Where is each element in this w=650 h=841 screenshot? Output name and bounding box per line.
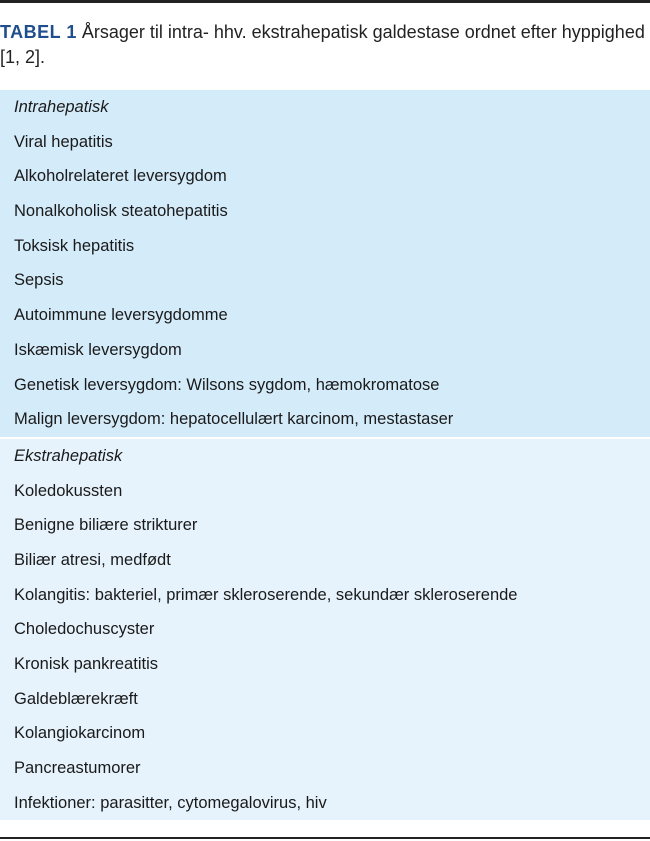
caption-text: Årsager til intra- hhv. ekstrahepatisk galdestase ordnet efter hyppighed [1, 2].: [0, 22, 645, 67]
table-row: Kronisk pankreatitis: [14, 655, 158, 673]
table-caption: [0, 20, 648, 70]
table-row: Toksisk hepatitis: [14, 236, 135, 255]
table-row: Autoimmune leversygdomme: [14, 306, 228, 325]
table-row: Nonalkoholisk steatohepatitis: [14, 202, 228, 221]
table-row: Viral hepatitis: [14, 132, 113, 151]
table-row: Choledochuscyster: [14, 620, 155, 639]
top-rule: [0, 0, 650, 3]
table-row: Iskæmisk leversygdom: [14, 340, 182, 359]
table-row: Infektioner: parasitter, cytomegalovirus, hiv: [14, 793, 327, 812]
table-row: Kolangitis: bakteriel, primær skleroserende, sekundær skleroserende: [14, 585, 518, 604]
table-row: Alkoholrelateret leversygdom: [14, 167, 227, 186]
extrahepatic-heading: Ekstrahepatisk: [14, 446, 123, 465]
table-row: Galdeblærekræft: [14, 689, 138, 708]
table-row: Benigne biliære strikturer: [14, 516, 198, 535]
table-row: Malign leversygdom: hepatocellulært karcinom, mestastaser: [14, 410, 454, 429]
intrahepatic-group: [0, 90, 650, 437]
table-row: Koledokussten: [14, 481, 123, 500]
table-row: Kolangiokarcinom: [14, 724, 146, 743]
bottom-rule: [0, 837, 650, 839]
extrahepatic-group: [0, 439, 650, 821]
table-row: Biliær atresi, medfødt: [14, 550, 171, 569]
table-label: TABEL 1: [0, 22, 77, 42]
table-row: Genetisk leversygdom: Wilsons sygdom, hæmokromatose: [14, 375, 440, 394]
table-row: Sepsis: [14, 271, 64, 290]
causes-table: [0, 90, 650, 820]
intrahepatic-heading: Intrahepatisk: [14, 98, 109, 116]
table-row: Pancreastumorer: [14, 759, 141, 778]
